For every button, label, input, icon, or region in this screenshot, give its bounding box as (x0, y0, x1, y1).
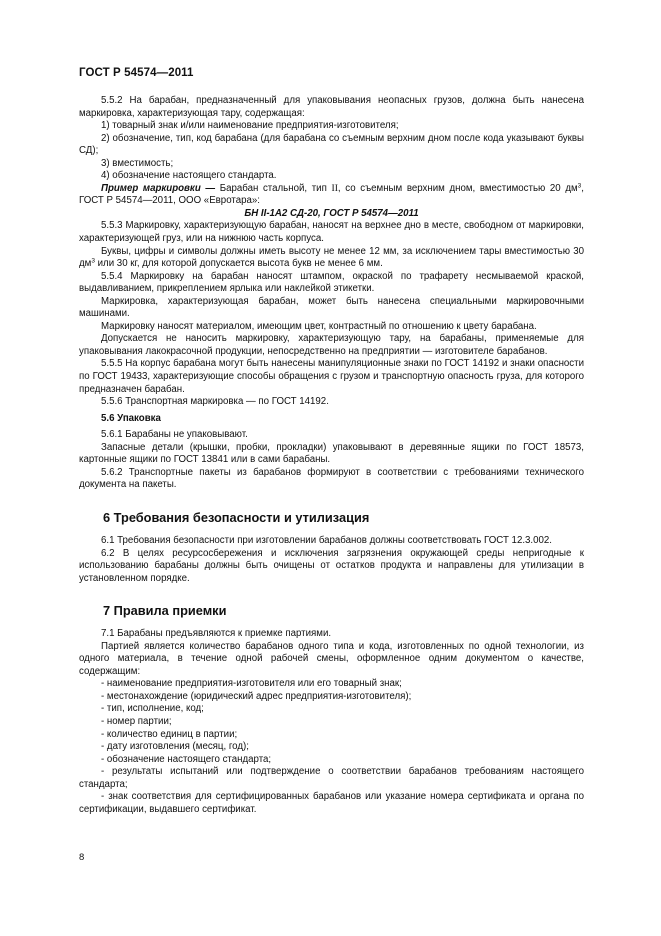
clause-5-5-3: 5.5.3 Маркировку, характеризующую барабан, наносят на верхнее дно в месте, свободном от маркировки, характеризующей груз, или на нижнюю часть корпуса. (79, 220, 584, 245)
list-item: - тип, исполнение, код; (101, 703, 204, 715)
clause-5-6-1: 5.6.1 Барабаны не упаковывают. (101, 429, 248, 441)
section-heading-6: 6 Требования безопасности и утилизация (103, 509, 370, 525)
list-item: - номер партии; (101, 715, 172, 727)
paragraph: Партией является количество барабанов одного типа и кода, изготовленных по одной технологии, из одного материала, в течение одной рабочей смены, оформленное одним документом о качестве, содержащим: (79, 640, 584, 677)
list-item: 2) обозначение, тип, код барабана (для барабана со съемным верхним дном после кода указывают буквы СД); (79, 132, 584, 157)
example-label: Пример маркировки — (101, 182, 216, 194)
paragraph: Допускается не наносить маркировку, характеризующую тару, на барабаны, применяемые для упаковывания лакокрасочной продукции, непосредственно на предприятии — изготовителе барабанов. (79, 333, 584, 357)
list-item: - обозначение настоящего стандарта; (101, 753, 272, 765)
list-item: - количество единиц в партии; (101, 728, 238, 740)
list-item: 4) обозначение настоящего стандарта. (101, 170, 277, 182)
clause-5-5-5: 5.5.5 На корпус барабана могут быть нанесены манипуляционные знаки по ГОСТ 14192 и знаки опасности по ГОСТ 19433, характеризующие способы обращения с грузом и транспортную опасность груза, для которого предназначен барабан. (79, 358, 584, 395)
page-number: 8 (79, 852, 85, 863)
paragraph: Маркировку наносят материалом, имеющим цвет, контрастный по отношению к цвету барабана. (101, 320, 537, 332)
clause-5-5-3-letters: Буквы, цифры и символы должны иметь высоту не менее 12 мм, за исключением тары вместимостью 30 $дм^3$ или 30 кг, для которой допускается высота букв не менее 6 мм. (79, 245, 584, 270)
clause-7-1: 7.1 Барабаны предъявляются к приемке партиями. (101, 628, 332, 640)
list-item: 3) вместимость; (101, 157, 174, 169)
marking-example: Пример маркировки — Барабан стальной, тип II, со съемным верхним дном, вместимостью 20 $дм^3$, ГОСТ Р 54574—2011, ООО «Евротара»: (79, 182, 584, 207)
list-item: - местонахождение (юридический адрес предприятия-изготовителя); (101, 690, 412, 702)
subsection-heading-5-6: 5.6 Упаковка (101, 412, 161, 424)
paragraph: Маркировка, характеризующая барабан, может быть нанесена специальными маркировочными машинами. (79, 295, 584, 320)
list-item: - результаты испытаний или подтверждение о соответствии барабанов требованиям настоящего стандарта; (79, 766, 584, 790)
list-item: 1) товарный знак и/или наименование предприятия-изготовителя; (101, 120, 399, 132)
list-item: - дату изготовления (месяц, год); (101, 741, 249, 753)
clause-5-5-2-intro: 5.5.2 На барабан, предназначенный для упаковывания неопасных грузов, должна быть нанесена маркировка, характеризующая тару, содержащая: (79, 95, 584, 119)
clause-6-2: 6.2 В целях ресурсосбережения и исключения загрязнения окружающей среды непригодные к использованию барабаны должны быть очищены от остатков продукта и направлены для утилизации в установленном порядке. (79, 547, 584, 584)
clause-6-1: 6.1 Требования безопасности при изготовлении барабанов должны соответствовать ГОСТ 12.3.002. (101, 534, 552, 546)
clause-5-5-4: 5.5.4 Маркировку на барабан наносят штампом, окраской по трафарету несмываемой краской, выдавливанием, прикреплением ярлыка или наклейкой этикетки. (79, 270, 584, 295)
clause-5-6-2: 5.6.2 Транспортные пакеты из барабанов формируют в соответствии с требованиями технического документа на пакеты. (79, 466, 584, 491)
list-item: - знак соответствия для сертифицированных барабанов или указание номера сертификата и органа по сертификации, выдавшего сертификат. (79, 791, 584, 815)
section-heading-7: 7 Правила приемки (103, 603, 227, 619)
paragraph: Запасные детали (крышки, пробки, прокладки) упаковывают в деревянные ящики по ГОСТ 18573, картонные ящики по ГОСТ 13841 или в сами барабаны. (79, 441, 584, 466)
document-header: ГОСТ Р 54574—2011 (79, 67, 194, 79)
quality-document-list (79, 678, 584, 816)
list-item: - наименование предприятия-изготовителя или его товарный знак; (101, 678, 402, 690)
document-body (79, 95, 584, 816)
clause-5-5-6: 5.5.6 Транспортная маркировка — по ГОСТ 14192. (101, 396, 329, 408)
marking-example-code: БН II-1А2 СД-20, ГОСТ Р 54574—2011 (244, 207, 419, 219)
